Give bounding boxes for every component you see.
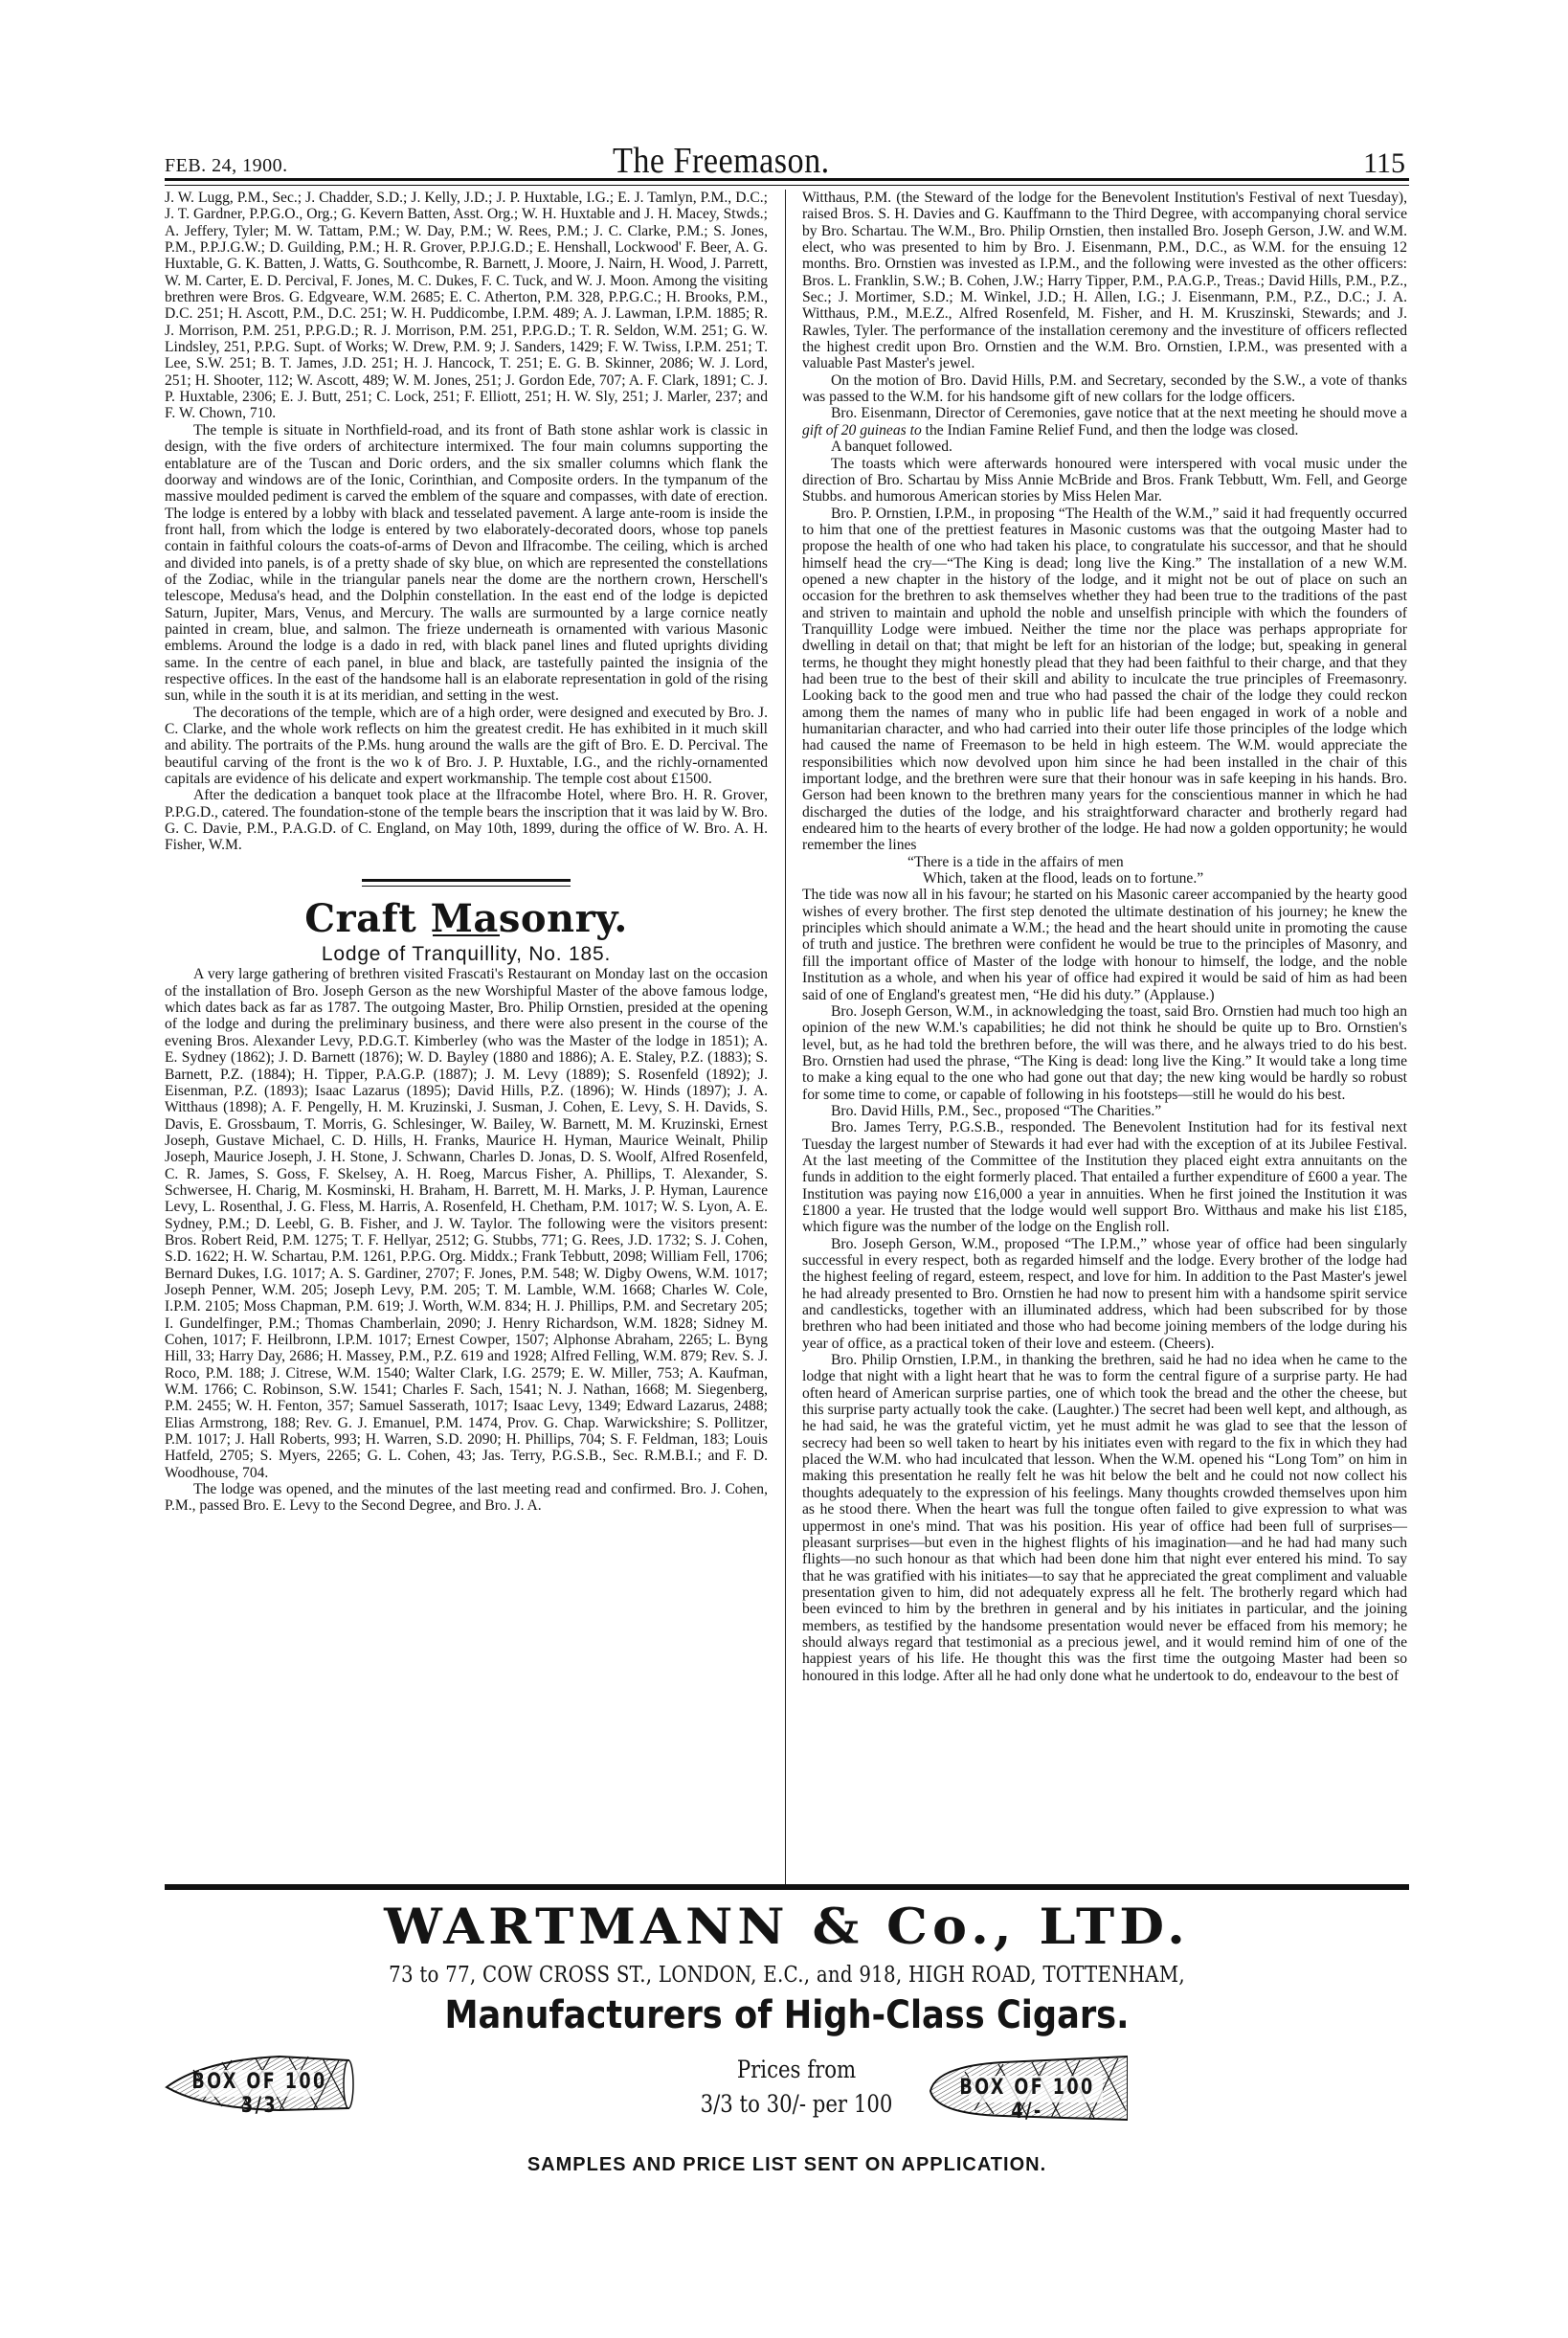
toasts-paragraph: The toasts which were afterwards honoured were interspered with vocal music under the direction of Bro. Schartau by Miss Annie McBride and Bros. Frank Tebbutt, Wm. Fell, and George Stubbs. and humorous American stories by Miss Helen Mar. bbox=[802, 455, 1407, 506]
lodge-opened-paragraph: The lodge was opened, and the minutes of the last meeting read and confirmed. Bro. J. Cohen, P.M., passed Bro. E. Levy to the Second Degree, and Bro. J. A. bbox=[165, 1481, 768, 1515]
cigar-right-label: BOX OF 100 4/- bbox=[959, 2076, 1095, 2124]
vote-of-thanks-paragraph: On the motion of Bro. David Hills, P.M. and Secretary, seconded by the S.W., a vote of thanks was passed to the W.M. for his handsome gift of new collars for the lodge officers. bbox=[802, 371, 1407, 406]
section-title: Craft Masonry. bbox=[304, 895, 628, 941]
section-ornament-rule bbox=[362, 879, 571, 888]
advertiser-address: 73 to 77, COW CROSS ST., LONDON, E.C., and 918, HIGH ROAD, TOTTENHAM, bbox=[389, 1963, 1185, 1988]
gerson-response-paragraph: Bro. Joseph Gerson, W.M., in acknowledging the toast, said Bro. Ornstien had much too high an opinion of the new W.M.'s capabilities; he did not think he should be quite up to Bro. Ornstien's level, but, as he had told the brethren before, the will was there, and he always tried to do his best. Bro. Ornstien had used the phrase, “The King is dead: long live the King.” It would take a long time to make a king equal to the one who had gone out that day; the new king would be hardly so robust for some time to come, or capable of following in his footsteps—still he would do his best. bbox=[802, 1002, 1407, 1103]
advertisement-tagline: Manufacturers of High-Class Cigars. bbox=[444, 1993, 1130, 2037]
notice-paragraph: Bro. Eisenmann, Director of Ceremonies, gave notice that at the next meeting he should move a gift of 20 guineas to the Indian Famine Relief Fund, and then the lodge was closed. bbox=[802, 405, 1407, 438]
ipm-toast-paragraph: Bro. Joseph Gerson, W.M., proposed “The I.P.M.,” whose year of office had been singularly successful in every respect, both as regarded himself and the lodge. Every brother of the lodge had the highest feeling of regard, esteem, respect, and love for him. In addition to the Past Master's jewel he had already presented to Bro. Ornstien he had now to present him with a handsome spirit service and candlesticks, together with an illuminated address, which had been subscribed for by those brethren who had been initiated and those who had become joining members of the lodge during his year of office, as a practical token of their love and esteem. (Cheers). bbox=[802, 1235, 1407, 1352]
page-header bbox=[165, 134, 1409, 182]
prices-from-label: Prices from bbox=[736, 2056, 857, 2083]
advertisement-rule bbox=[165, 1884, 1409, 1890]
installation-paragraph: A very large gathering of brethren visited Frascati's Restaurant on Monday last on the occasion of the installation of Bro. Joseph Gerson as the new Worshipful Master of the above famous lodge, which dates back as far as 1787. The outgoing Master, Bro. Philip Ornstien, presided at the opening of the lodge and during the preliminary business, and there were also present in the course of the evening Bros. Alexander Levy, P.D.G.T. Kimberley (who was the Master of the lodge in 1851); A. E. Sydney (1862); J. D. Barnett (1876); W. D. Bayley (1880 and 1886); A. E. Staley, P.Z. (1883); S. Barnett, P.Z. (1884); H. Tipper, P.A.G.P. (1887); J. M. Levy (1889); S. Rosenfeld (1892); J. Eisenman, P.Z. (1893); Isaac Lazarus (1895); David Hills, P.Z. (1896); W. Hinds (1897); J. A. Witthaus (1898); A. F. Pengelly, H. M. Kruzinski, J. Susman, J. Cohen, E. Levy, S. H. Davids, S. Davis, E. Grossbaum, T. Morris, G. Schlesinger, W. Bailey, W. Barnett, M. M. Kruzinski, Ernest Joseph, Gustave Michael, C. D. Hills, H. Franks, Maurice H. Hyman, Maurice Weinalt, Philip Joseph, Maurice Joseph, J. H. Stone, J. Schwann, Charles D. Jonas, D. S. Woolf, Alfred Rosenfeld, C. R. James, S. Goss, F. Skelsey, A. H. Roeg, Marcus Fisher, A. Phillips, T. Alexander, S. Schwersee, H. Charig, M. Kosminski, H. Braham, H. Barrett, M. H. Marks, J. P. Hyman, Laurence Levy, L. Rosenthal, J. G. Fless, M. Harris, A. Rosenfeld, H. Chetham, P.M. 1017; W. S. Lyon, A. E. Sydney, P.M.; D. Leebl, G. B. Fisher, and J. W. Taylor. The following were the visitors present: Bros. Robert Reid, P.M. 1275; T. F. Hellyar, 2512; G. Stubbs, 771; G. Rees, J.D. 1732; S. J. Cohen, S.D. 1622; H. W. Schartau, P.M. 1261, P.P.G. Org. Middx.; Frank Tebbutt, 2098; William Fell, 1706; Bernard Dukes, I.G. 1017; A. S. Gardiner, 2707; F. Jones, P.M. 548; W. Digby Owens, W.M. 1017; Joseph Penner, W.M. 205; Joseph Levy, P.M. 205; T. M. Lamble, W.M. 1668; Charles W. Cole, I.P.M. 2105; Moss Chapman, P.M. 619; J. Worth, W.M. 834; H. J. Phillips, P.M. and Secretary 205; I. Gundelfinger, P.M.; Thomas Chamberlain, 2090; J. Henry Richardson, W.M. 1828; Sidney M. Cohen, 1017; F. Heilbronn, I.P.M. 1017; Ernest Cowper, 1507; Alphonse Abraham, 2265; L. Byng Hill, 33; Harry Day, 2686; H. Massey, P.M., P.Z. 619 and 1928; Alfred Felling, W.M. 879; Rev. S. J. Roco, P.M. 188; J. Citrese, W.M. 1540; Walter Clark, I.G. 2579; E. W. Miller, 753; A. Kaufman, W.M. 1766; C. Robinson, S.W. 1541; Charles F. Sach, 1541; N. J. Nathan, 1668; M. Siegenberg, P.M. 2455; W. H. Fenton, 357; Samuel Sasserath, 1017; Isaac Levy, 1349; Edward Lazarus, 2488; Elias Armstrong, 188; Rev. G. J. Emanuel, P.M. 1474, Prov. G. Chap. Warwickshire; S. Pollitzer, P.M. 1017; J. Hall Roberts, 993; H. Warren, S.D. 2090; H. Phillips, 704; S. F. Feldman, 183; Louis Hatfeld, 2705; S. Myers, 2265; G. L. Cohen, 43; Jas. Terry, P.G.S.B., Sec. R.M.B.I.; and F. D. Woodhouse, 704. bbox=[165, 966, 768, 1481]
issue-date: FEB. 24, 1900. bbox=[165, 155, 288, 176]
attendee-list-paragraph: J. W. Lugg, P.M., Sec.; J. Chadder, S.D.; J. Kelly, J.D.; J. P. Huxtable, I.G.; E. J. Tamlyn, P.M., D.C.; J. T. Gardner, P.P.G.O., Org.; G. Kevern Batten, Asst. Org.; W. H. Huxtable and J. H. Macey, Stwds.; A. Jeffery, Tyler; M. W. Tattam, P.M.; W. Day, P.M.; W. Rees, P.M.; J. C. Clarke, P.M.; S. Jones, P.M., P.P.J.G.W.; D. Guilding, P.M.; H. R. Grover, P.P.J.G.D.; E. Henshall, Lockwood' F. Beer, A. G. Huxtable, G. K. Batten, J. Watts, G. Southcombe, R. Barnett, J. Moore, J. Nairn, H. Wood, J. Parrett, W. M. Carter, E. D. Percival, F. Jones, M. C. Dukes, F. C. Tuck, and W. J. Moon. Among the visiting brethren were Bros. G. Edgveare, W.M. 2685; E. C. Atherton, P.M. 328, P.P.G.C.; H. Brooks, P.M., D.C. 251; H. Ascott, P.M., D.C. 251; W. H. Puddicombe, I.P.M. 489; A. J. Lawman, I.P.M. 1885; R. J. Morrison, P.M. 251, P.P.G.D.; R. J. Morrison, P.M. 251, P.P.G.D.; T. R. Seldon, W.M. 251; G. W. Lindsley, 251, P.P.G. Supt. of Works; W. Drew, P.M. 9; J. Sanders, 1429; F. W. Twiss, I.P.M. 251; T. Lee, S.W. 251; B. T. James, J.D. 251; H. J. Hancock, T. 251; E. G. B. Skinner, 2086; W. J. Lord, 251; H. Shooter, 112; W. Ascott, 489; W. M. Jones, 251; J. Gordon Ede, 707; A. F. Clark, 1891; C. J. P. Huxtable, 2306; E. J. Butt, 251; C. Lock, 251; F. Elliott, 251; H. W. Sly, 251; J. Marler, 237; and F. W. Chown, 710. bbox=[165, 190, 768, 422]
cigar-advertisement bbox=[165, 1884, 1409, 2176]
column-divider bbox=[785, 190, 786, 1884]
publication-title: The Freemason. bbox=[613, 141, 830, 181]
continuation-paragraph: Witthaus, P.M. (the Steward of the lodge for the Benevolent Institution's Festival of next Tuesday), raised Bros. S. H. Davies and G. Kauffmann to the Third Degree, with accompanying choral service by Bro. Schartau. The W.M., Bro. Philip Ornstien, then installed Bro. Joseph Gerson, J.W. and W.M. elect, who was presented to him by Bro. J. Eisenmann, P.M., D.C., as W.M. for the ensuing 12 months. Bro. Ornstien was invested as I.P.M., and the following were invested as the other officers: Bros. L. Franklin, S.W.; B. Cohen, J.W.; Harry Tipper, P.M., P.A.G.P., Treas.; David Hills, P.M., P.Z., Sec.; J. Mortimer, S.D.; M. Winkel, J.D.; H. Allen, I.G.; J. Eisenmann, P.M., P.Z., D.C.; J. A. Witthaus, P.M., M.E.Z., Alfred Rosenfeld, M. Fisher, and H. M. Kruszinski, Stewards; and J. Rawles, Tyler. The performance of the installation ceremony and the investiture of officers reflected the highest credit upon Bro. Ornstien and the W.M. Bro. Ornstien, I.P.M., was presented with a valuable Past Master's jewel. bbox=[802, 190, 1407, 372]
banquet-paragraph: After the dedication a banquet took place at the Ilfracombe Hotel, where Bro. H. R. Grover, P.P.G.D., catered. The foundation-stone of the temple bears the inscription that it was laid by W. Bro. G. C. Davie, P.M., P.A.G.D. of C. England, on May 10th, 1899, during the office of W. Bro. A. H. Fisher, W.M. bbox=[165, 787, 768, 854]
banquet-followed: A banquet followed. bbox=[831, 438, 952, 456]
cigar-left-icon bbox=[165, 2053, 354, 2118]
terry-response-paragraph: Bro. James Terry, P.G.S.B., responded. The Benevolent Institution had for its festival next Tuesday the largest number of Stewards it had ever had with the exception of at its Jubilee Festival. At the last meeting of the Committee of the Institution they placed eight extra annuitants on the funds in addition to the eight formerly placed. That entailed a further expenditure of £600 a year. The Institution was paying now £16,000 a year in annuities. When he first joined the Institution it was £1800 a year. He trusted that the lodge would well support Bro. Witthaus and make his list £185, which figure was the number of the lodge on the English roll. bbox=[802, 1119, 1407, 1236]
prices-range-value: 3/3 to 30/- per 100 bbox=[700, 2090, 893, 2118]
ornstien-thanks-paragraph: Bro. Philip Ornstien, I.P.M., in thanking the brethren, said he had no idea when he came to the lodge that night with a light heart that he was to form the central figure of a surprise party. He had often heard of American surprise parties, one of which took the bread and the other the cheese, but this surprise party actually took the cake. (Laughter.) The secret had been well kept, and although, as he had said, he was the grateful victim, yet he must admit he was glad to see that the lesson of secrecy had been so well taken to heart by his initiates even with regard to the fix in which they had placed the W.M. who had inculcated that lesson. When the W.M. opened his “Long Tom” on him in making this presentation he really felt he was hit below the belt and he could not now collect his thoughts adequately to the expression of his feelings. Many thoughts crowded themselves upon him as he stood there. When the heart was full the tongue often failed to give expression to what was uppermost in one's mind. That was his position. His year of office had been full of surprises—pleasant surprises—but even in the highest flights of his imagination—and he had had many such flights—no such honour as that which had been done him that night ever entered his mind. To say that he was gratified with his initiates—to say that he appreciated the great compliment and valuable presentation given to him, did not adequately express all he felt. The brotherly regard which had been evinced to him by the brethren in general and by his initiates in particular, and the joining members, as testified by the handsome presentation would never be effaced from his memory; he should always regard that testimonial as a precious jewel, and it would remind him of one of the happiest years of his life. He thought this was the first time the outgoing Master had been so honoured in this lodge. After all he had only done what he undertook to do, endeavour to the best of bbox=[802, 1352, 1407, 1684]
page-number: 115 bbox=[1363, 147, 1405, 179]
header-rule bbox=[165, 178, 1409, 181]
cigar-right-icon bbox=[927, 2053, 1128, 2124]
cigar-illustrations bbox=[165, 2045, 1409, 2150]
right-column bbox=[802, 190, 1407, 1684]
health-of-wm-paragraph: Bro. P. Ornstien, I.P.M., in proposing “The Health of the W.M.,” said it had frequently occurred to him that one of the prettiest features in Masonic customs was that the outgoing Master had to propose the health of one who had taken his place, to congratulate his successor, and that he should himself head the cry—“The King is dead; long live the King.” The installation of a new W.M. opened a new chapter in the history of the lodge, and it might not be out of place on such an occasion for the brethren to ask themselves whether they had been true to the traditions of the past and striven to maintain and uphold the noble and unselfish principle with which the founders of Tranquillity Lodge were imbued. Neither the time nor the place was perhaps appropriate for dwelling in detail on that; that might be left for an historian of the lodge; but, speaking in general terms, he thought they might honestly plead that they had been faithful to their charge, and that they had been true to the best of their skill and ability to inculcate the true principles of Freemasonry. Looking back to the good men and true who had passed the chair of the lodge they could reckon among them the names of many who in public life had been engaged in work of a noble and humanitarian character, and who had carried into their outer life those principles of the lodge which had caused the name of Freemason to be held in high esteem. The W.M. would appreciate the responsibilities which now devolved upon him since he had been installed in the chair of this important lodge, and the brethren were sure that their honour was in safe keeping in his hands. Bro. Gerson had been known to the brethren many years for the conscientious manner in which he had discharged the duties of the lodge, and his straightforward character and brotherly regard had endeared him to the hearts of every brother of the lodge. He had now a golden opportunity; he would remember the lines bbox=[802, 505, 1407, 854]
left-column bbox=[165, 190, 768, 1515]
charities-toast: Bro. David Hills, P.M., Sec., proposed “The Charities.” bbox=[831, 1102, 1162, 1119]
quotation-line-2: Which, taken at the flood, leads on to fortune.” bbox=[923, 870, 1204, 888]
advertiser-name: WARTMANN & Co., LTD. bbox=[384, 1897, 1190, 1956]
advertisement-footer: SAMPLES AND PRICE LIST SENT ON APPLICATION. bbox=[526, 2154, 1047, 2175]
cigar-left-label: BOX OF 100 3/3 bbox=[191, 2070, 327, 2118]
tide-paragraph: The tide was now all in his favour; he started on his Masonic career accompanied by the hearty good wishes of every brother. The first step denoted the ultimate destination of his journey; he knew the principles which should animate a W.M.; the head and the heart should unite in promoting the cause of truth and justice. The brethren were confident he would be true to the principles of Masonry, and fill the important office of Master of the lodge with honour to himself, the lodge, and the noble Institution as a whole, and when his year of office had expired it would be said of him as had been said of one of England's greatest men, “He did his duty.” (Applause.) bbox=[802, 887, 1407, 1003]
temple-description-paragraph: The temple is situate in Northfield-road, and its front of Bath stone ashlar work is classic in design, with the five orders of architecture intermixed. The four main columns supporting the entablature are of the Tuscan and Doric orders, and the six smaller columns which flank the doorway and windows are of the Ionic, Corinthian, and Composite orders. In the tympanum of the massive moulded pediment is carved the emblem of the square and compasses, with date of erection. The lodge is entered by a lobby with black and tesselated pavement. A large ante-room is inside the front hall, from which the lodge is entered by two elaborately-decorated doors, whose top panels contain in faithful colours the coats-of-arms of Devon and Ilfracombe. The ceiling, which is arched and divided into panels, is of a pretty shade of sky blue, on which are represented the constellations of the Zodiac, while in the triangular panels near the dome are the northern crown, Herschell's telescope, Medusa's head, and the Dolphin constellation. In the east end of the lodge is depicted Saturn, Jupiter, Mars, Venus, and Mercury. The walls are surmounted by a large cornice neatly painted in cream, blue, and salmon. The frieze underneath is ornamented with various Masonic emblems. Around the lodge is a dado in red, with black panel lines and fluted uprights dividing same. In the centre of each panel, in blue and black, are tastefully painted the insignia of the respective offices. In the east of the handsome hall is an elaborate representation in gold of the rising sun, while in the south it is at its meridian, and setting in the west. bbox=[165, 421, 768, 705]
article-heading: Lodge of Tranquillity, No. 185. bbox=[321, 943, 612, 966]
quotation-line-1: “There is a tide in the affairs of men bbox=[907, 853, 1124, 870]
decorations-paragraph: The decorations of the temple, which are of a high order, were designed and executed by Bro. J. C. Clarke, and the whole work reflects on him the greatest credit. He has exhibited in it much skill and ability. The portraits of the P.Ms. hung around the walls are the gift of Bro. E. D. Percival. The beautiful carving of the front is the wo k of Bro. J. P. Huxtable, I.G., and the richly-ornamented capitals are evidence of his delicate and expert workmanship. The temple cost about £1500. bbox=[165, 704, 768, 788]
